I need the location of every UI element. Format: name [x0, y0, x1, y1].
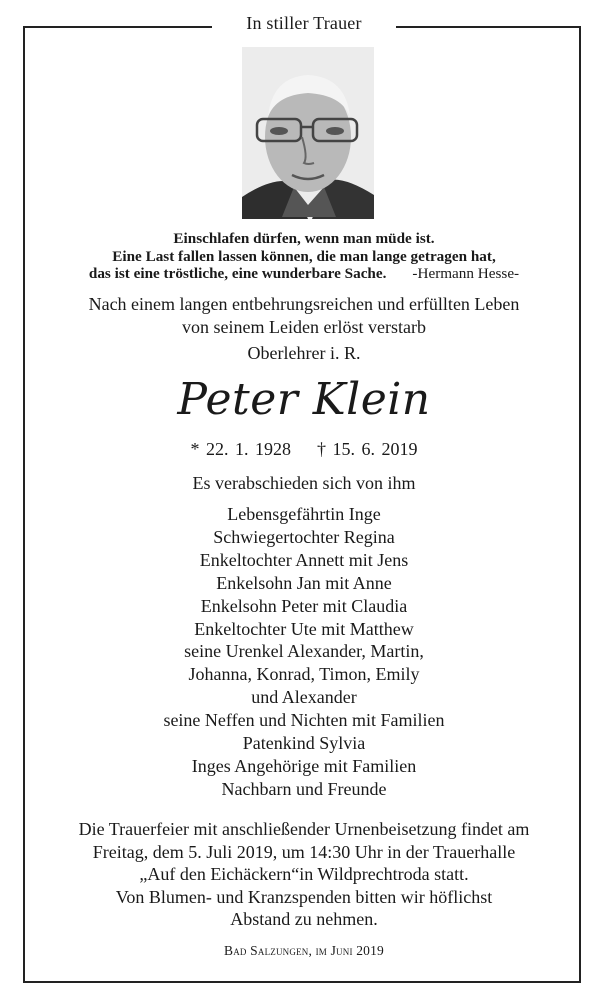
- mourner: Enkelsohn Peter mit Claudia: [200, 595, 408, 616]
- birth-date: * 22. 1. 1928: [190, 439, 291, 459]
- mourner: Inges Angehörige mit Familien: [191, 755, 417, 776]
- mourner: Schwiegertochter Regina: [213, 526, 395, 547]
- mourners-list: [23, 503, 585, 801]
- place-date: Bad Salzungen, im Juni 2019: [223, 943, 385, 958]
- mourner: Enkeltochter Ute mit Matthew: [194, 618, 414, 639]
- funeral-line: Von Blumen- und Kranzspenden bitten wir höflichst: [115, 886, 493, 907]
- farewell-line: Es verabschieden sich von ihm: [192, 473, 416, 493]
- header: [0, 13, 608, 34]
- intro-line: von seinem Leiden erlöst verstarb: [182, 316, 426, 337]
- quote-line: Eine Last fallen lassen können, die man lange getragen hat,: [112, 247, 496, 265]
- death-date: † 15. 6. 2019: [317, 439, 418, 459]
- funeral-line: Die Trauerfeier mit anschließender Urnenbeisetzung findet am: [78, 819, 530, 839]
- funeral-line: „Auf den Eichäckern“in Wildprechtroda statt.: [139, 864, 469, 884]
- quote-line: das ist eine tröstliche, eine wunderbare Sache.: [88, 265, 387, 282]
- mourner: seine Neffen und Nichten mit Familien: [163, 710, 445, 731]
- mourner: Nachbarn und Freunde: [221, 778, 387, 799]
- mourner: Enkelsohn Jan mit Anne: [216, 572, 392, 593]
- funeral-line: Freitag, dem 5. Juli 2019, um 14:30 Uhr in der Trauerhalle: [92, 841, 516, 862]
- mourner: seine Urenkel Alexander, Martin,: [184, 641, 424, 662]
- quote-attribution: -Hermann Hesse-: [412, 265, 520, 282]
- mourner: und Alexander: [251, 687, 357, 708]
- portrait-photo: [242, 47, 374, 219]
- funeral-line: Abstand zu nehmen.: [230, 909, 378, 929]
- life-dates: [23, 439, 585, 460]
- funeral-info: [23, 818, 585, 931]
- mourner: Lebensgefährtin Inge: [227, 504, 381, 524]
- deceased-title: Oberlehrer i. R.: [247, 343, 361, 363]
- hesse-quote: [23, 230, 585, 283]
- intro-text: [23, 293, 585, 338]
- quote-line: Einschlafen dürfen, wenn man müde ist.: [173, 230, 435, 247]
- mourner: Patenkind Sylvia: [242, 733, 366, 754]
- mourner: Johanna, Konrad, Timon, Emily: [188, 664, 420, 685]
- header-text: In stiller Trauer: [212, 13, 395, 33]
- intro-line: Nach einem langen entbehrungsreichen und erfüllten Leben: [88, 294, 520, 314]
- mourner: Enkeltochter Annett mit Jens: [199, 549, 409, 570]
- deceased-name: Peter Klein: [177, 374, 431, 425]
